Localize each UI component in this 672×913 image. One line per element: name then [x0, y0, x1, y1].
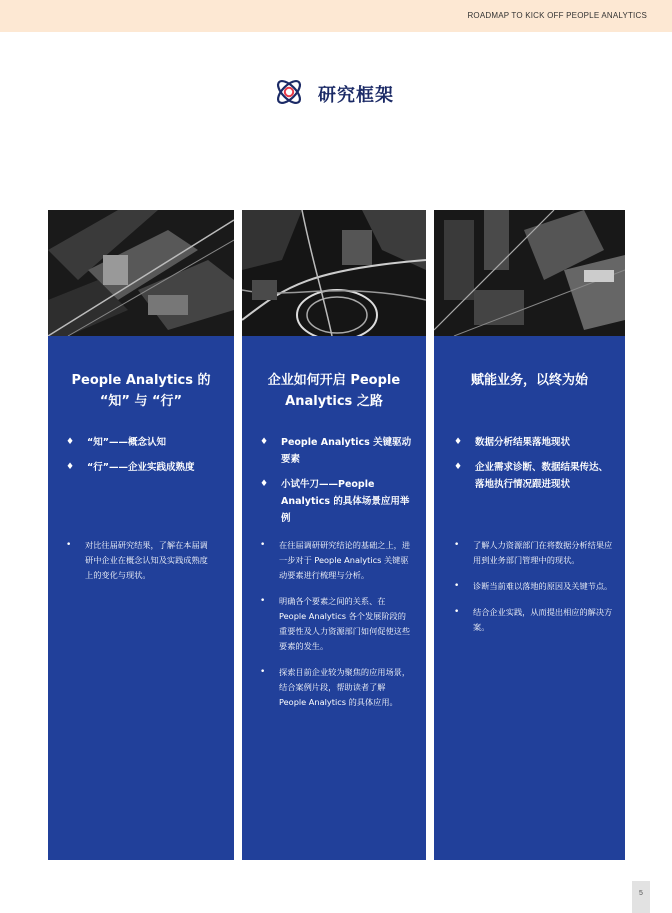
- main-point: ♦ 企业需求诊断、数据结果传达、落地执行情况跟进现状: [454, 459, 613, 493]
- diamond-bullet-icon: ♦: [260, 479, 269, 489]
- sub-point: • 明确各个要素之间的关系、在 People Analytics 各个发展阶段的重要性及人力资源部门如何促使这些要素的发生。: [260, 596, 411, 651]
- sub-points: [260, 538, 414, 721]
- main-points: [66, 434, 224, 484]
- card-heading-line: 赋能业务，以终为始: [470, 373, 588, 388]
- sub-points: [66, 538, 214, 594]
- card-heading-line: “知” 与 “行”: [99, 394, 183, 409]
- sub-point: • 探索目前企业较为聚焦的应用场景，结合案例片段，帮助读者了解 People Analytics 的具体应用。: [260, 667, 411, 707]
- dot-bullet-icon: •: [454, 581, 460, 591]
- card-heading-line: People Analytics 的: [71, 373, 211, 388]
- sub-points: [454, 538, 613, 646]
- section-title-text: 研究框架: [318, 85, 394, 106]
- dot-bullet-icon: •: [260, 596, 266, 606]
- dot-bullet-icon: •: [454, 540, 460, 550]
- city-photo: [242, 210, 426, 336]
- diamond-bullet-icon: ♦: [454, 437, 463, 447]
- sub-point: • 了解人力资源部门在将数据分析结果应用到业务部门管理中的现状。: [454, 540, 613, 565]
- page-number: 5: [632, 881, 650, 913]
- main-point: ♦ People Analytics 关键驱动要素: [260, 434, 414, 468]
- diamond-bullet-icon: ♦: [260, 437, 269, 447]
- card-heading: [434, 370, 625, 391]
- sub-point: • 诊断当前难以落地的原因及关键节点。: [454, 579, 613, 594]
- city-photo: [48, 210, 234, 336]
- card-heading-line: Analytics 之路: [285, 394, 383, 409]
- main-point: ♦ “行”——企业实践成熟度: [66, 459, 224, 476]
- card-heading-line: 企业如何开启 People: [267, 373, 401, 388]
- dot-bullet-icon: •: [66, 540, 72, 550]
- diamond-bullet-icon: ♦: [66, 437, 75, 447]
- main-points: [454, 434, 613, 501]
- section-title: [273, 78, 394, 110]
- card-empower-business: [434, 210, 625, 860]
- sub-point: • 结合企业实践，从而提出相应的解决方案。: [454, 607, 613, 632]
- card-heading: [242, 370, 426, 412]
- sub-point: • 对比往届研究结果，了解在本届调研中企业在概念认知及实践成熟度上的变化与现状。: [66, 540, 208, 580]
- running-title: ROADMAP TO KICK OFF PEOPLE ANALYTICS: [467, 11, 647, 20]
- header-band: [0, 0, 672, 32]
- dot-bullet-icon: •: [454, 607, 460, 617]
- atom-icon: [273, 76, 305, 112]
- city-photo: [434, 210, 625, 336]
- card-knowledge-practice: [48, 210, 234, 860]
- diamond-bullet-icon: ♦: [454, 462, 463, 472]
- diamond-bullet-icon: ♦: [66, 462, 75, 472]
- sub-point: • 在往届调研研究结论的基础之上，进一步对于 People Analytics 关键驱动要素进行梳理与分析。: [260, 540, 411, 580]
- card-heading: [48, 370, 234, 412]
- card-how-to-start: [242, 210, 426, 860]
- dot-bullet-icon: •: [260, 667, 266, 677]
- main-point: ♦ “知”——概念认知: [66, 434, 224, 451]
- main-point: ♦ 小试牛刀——People Analytics 的具体场景应用举例: [260, 476, 414, 527]
- dot-bullet-icon: •: [260, 540, 266, 550]
- main-point: ♦ 数据分析结果落地现状: [454, 434, 613, 451]
- main-points: [260, 434, 414, 535]
